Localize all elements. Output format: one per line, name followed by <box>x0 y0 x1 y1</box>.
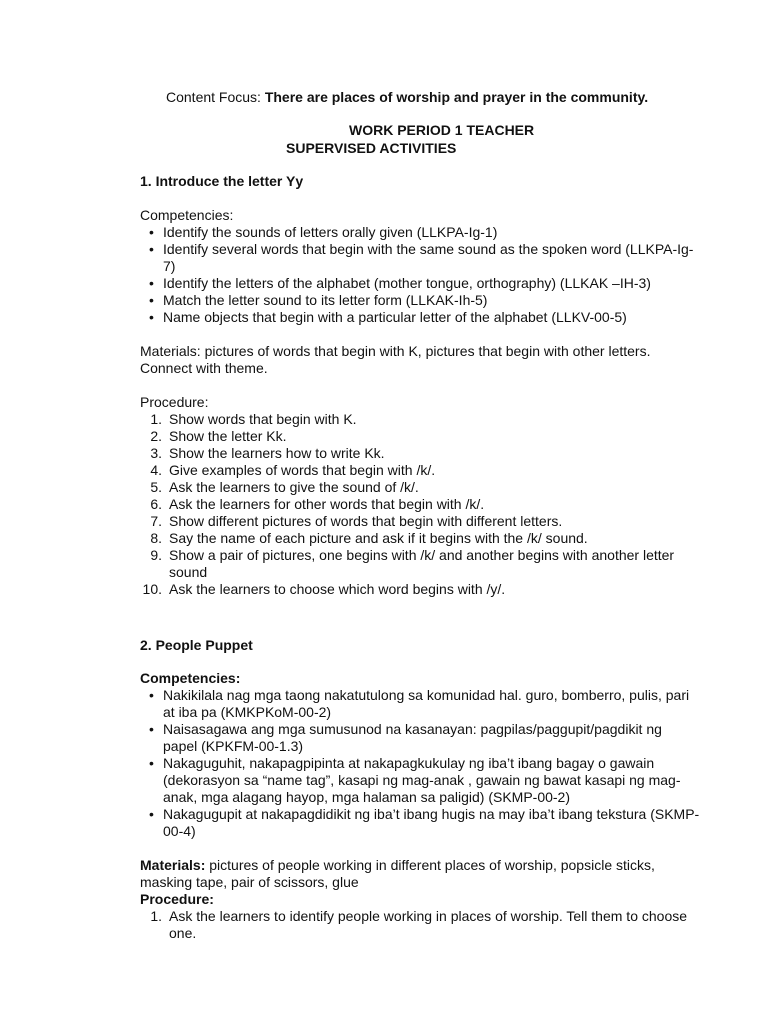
bullet-icon: • <box>149 687 154 703</box>
bullet-icon: • <box>149 755 154 771</box>
competency-text: Nakaguguhit, nakapagpipinta at nakapagkukulay ng iba’t ibang bagay o gawain (dekorasyon sa “name tag”, kasapi ng mag-anak , gawain ng bawat kasapi ng mag-anak, mga alagang hayop, mga halaman sa paligid) (SKMP-00-2) <box>163 755 681 805</box>
step-text: Show the learners how to write Kk. <box>169 445 385 461</box>
content-focus-label: Content Focus: <box>166 89 265 105</box>
list-item <box>140 530 700 547</box>
section2-materials-text: pictures of people working in different places of worship, popsicle sticks, masking tape, pair of scissors, glue <box>140 857 655 890</box>
step-text: Show the letter Kk. <box>169 428 287 444</box>
competency-text: Identify the sounds of letters orally given (LLKPA-Ig-1) <box>163 224 498 240</box>
step-text: Show words that begin with K. <box>169 411 357 427</box>
step-number: 5. <box>150 479 162 495</box>
section2-heading: 2. People Puppet <box>140 637 253 653</box>
content-focus <box>166 89 648 106</box>
step-text: Ask the learners to choose which word begins with /y/. <box>169 581 506 597</box>
step-text: Ask the learners to identify people working in places of worship. Tell them to choose one. <box>169 908 688 941</box>
section2-procedure-list <box>140 908 700 942</box>
competency-text: Nakagugupit at nakapagdidikit ng iba’t ibang hugis na may iba’t ibang tekstura (SKMP-00-4) <box>163 806 700 839</box>
list-item <box>140 445 700 462</box>
bullet-icon: • <box>149 275 154 291</box>
step-text: Show different pictures of words that begin with different letters. <box>169 513 563 529</box>
section1-procedure-list <box>140 411 700 598</box>
list-item <box>140 755 700 806</box>
list-item <box>140 462 700 479</box>
section2-materials-label: Materials: <box>140 857 206 873</box>
list-item <box>140 687 700 721</box>
list-item <box>140 908 700 942</box>
section-people-puppet <box>140 637 700 942</box>
section-introduce-letter <box>140 173 700 598</box>
work-period-title-line1: WORK PERIOD 1 TEACHER <box>349 122 535 138</box>
list-item <box>140 806 700 840</box>
step-number: 4. <box>150 462 162 478</box>
section2-competencies-list <box>140 687 700 840</box>
step-number: 9. <box>150 547 162 563</box>
list-item <box>140 292 700 309</box>
step-number: 8. <box>150 530 162 546</box>
step-number: 7. <box>150 513 162 529</box>
list-item <box>140 721 700 755</box>
list-item <box>140 241 700 275</box>
step-number: 3. <box>150 445 162 461</box>
list-item <box>140 496 700 513</box>
list-item <box>140 547 700 581</box>
step-number: 2. <box>150 428 162 444</box>
competency-text: Identify several words that begin with the same sound as the spoken word (LLKPA-Ig-7) <box>163 241 694 274</box>
competency-text: Identify the letters of the alphabet (mother tongue, orthography) (LLKAK –IH-3) <box>163 275 651 291</box>
section1-materials: Materials: pictures of words that begin with K, pictures that begin with other letters. Connect with theme. <box>140 343 651 376</box>
bullet-icon: • <box>149 292 154 308</box>
list-item <box>140 275 700 292</box>
step-number: 10. <box>142 581 162 597</box>
step-text: Ask the learners to give the sound of /k/. <box>169 479 419 495</box>
section1-competencies-list <box>140 224 700 326</box>
step-text: Say the name of each picture and ask if it begins with the /k/ sound. <box>169 530 588 546</box>
competency-text: Match the letter sound to its letter form (LLKAK-Ih-5) <box>163 292 488 308</box>
step-number: 6. <box>150 496 162 512</box>
bullet-icon: • <box>149 309 154 325</box>
step-number: 1. <box>150 908 162 924</box>
list-item <box>140 411 700 428</box>
section2-materials <box>140 857 700 891</box>
step-text: Ask the learners for other words that begin with /k/. <box>169 496 485 512</box>
step-text: Show a pair of pictures, one begins with /k/ and another begins with another letter sound <box>169 547 675 580</box>
list-item <box>140 479 700 496</box>
section2-procedure-label: Procedure: <box>140 891 214 907</box>
bullet-icon: • <box>149 241 154 257</box>
bullet-icon: • <box>149 806 154 822</box>
bullet-icon: • <box>149 224 154 240</box>
section1-heading: 1. Introduce the letter Yy <box>140 173 304 189</box>
list-item <box>140 224 700 241</box>
bullet-icon: • <box>149 721 154 737</box>
list-item <box>140 581 700 598</box>
work-period-title-line2: SUPERVISED ACTIVITIES <box>286 140 457 156</box>
list-item <box>140 428 700 445</box>
list-item <box>140 513 700 530</box>
content-focus-text: There are places of worship and prayer in the community. <box>264 89 649 105</box>
step-number: 1. <box>150 411 162 427</box>
competency-text: Name objects that begin with a particular letter of the alphabet (LLKV-00-5) <box>163 309 627 325</box>
competency-text: Naisasagawa ang mga sumusunod na kasanayan: pagpilas/paggupit/pagdikit ng papel (KPKFM-00-1.3) <box>163 721 662 754</box>
section1-competencies-label: Competencies: <box>140 207 234 223</box>
competency-text: Nakikilala nag mga taong nakatutulong sa komunidad hal. guro, bomberro, pulis, pari at iba pa (KMKPKoM-00-2) <box>163 687 690 720</box>
list-item <box>140 309 700 326</box>
step-text: Give examples of words that begin with /k/. <box>169 462 436 478</box>
section1-procedure-label: Procedure: <box>140 394 209 410</box>
section2-competencies-label: Competencies: <box>140 670 241 686</box>
